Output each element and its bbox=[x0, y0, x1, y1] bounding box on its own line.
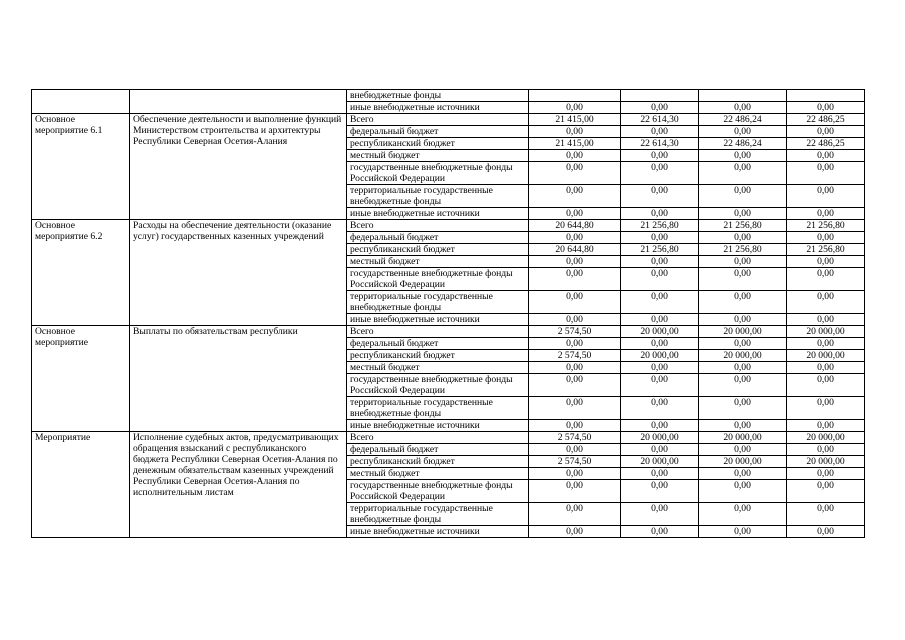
value-cell: 0,00 bbox=[699, 291, 787, 314]
value-cell: 0,00 bbox=[621, 185, 699, 208]
value-cell: 0,00 bbox=[699, 338, 787, 350]
table-row bbox=[32, 432, 865, 444]
value-cell: 0,00 bbox=[787, 126, 865, 138]
value-cell: 0,00 bbox=[699, 256, 787, 268]
value-cell: 0,00 bbox=[621, 480, 699, 503]
funding-source-label: республиканский бюджет bbox=[347, 456, 529, 468]
value-cell: 0,00 bbox=[787, 102, 865, 114]
funding-source-label: государственные внебюджетные фонды Российской Федерации bbox=[347, 480, 529, 503]
funding-source-label: Всего bbox=[347, 326, 529, 338]
value-cell: 0,00 bbox=[621, 291, 699, 314]
value-cell: 0,00 bbox=[787, 162, 865, 185]
value-cell: 0,00 bbox=[529, 468, 621, 480]
value-cell: 21 256,80 bbox=[699, 244, 787, 256]
value-cell: 0,00 bbox=[787, 420, 865, 432]
value-cell: 2 574,50 bbox=[529, 350, 621, 362]
value-cell: 0,00 bbox=[529, 102, 621, 114]
funding-source-label: внебюджетные фонды bbox=[347, 90, 529, 102]
value-cell: 0,00 bbox=[699, 268, 787, 291]
value-cell bbox=[621, 90, 699, 102]
value-cell: 0,00 bbox=[699, 150, 787, 162]
funding-source-label: государственные внебюджетные фонды Российской Федерации bbox=[347, 162, 529, 185]
value-cell: 0,00 bbox=[699, 232, 787, 244]
value-cell: 22 486,24 bbox=[699, 138, 787, 150]
value-cell: 0,00 bbox=[699, 420, 787, 432]
funding-source-label: иные внебюджетные источники bbox=[347, 208, 529, 220]
value-cell: 0,00 bbox=[621, 150, 699, 162]
value-cell: 20 000,00 bbox=[787, 326, 865, 338]
value-cell: 0,00 bbox=[529, 150, 621, 162]
funding-source-label: иные внебюджетные источники bbox=[347, 314, 529, 326]
value-cell: 0,00 bbox=[699, 444, 787, 456]
value-cell: 20 000,00 bbox=[621, 326, 699, 338]
measure-name: Обеспечение деятельности и выполнение функций Министерством строительства и архитектуры Республики Северная Осетия-Алания bbox=[130, 114, 347, 220]
value-cell: 0,00 bbox=[621, 314, 699, 326]
funding-source-label: местный бюджет bbox=[347, 150, 529, 162]
value-cell: 0,00 bbox=[621, 526, 699, 538]
value-cell: 20 000,00 bbox=[787, 456, 865, 468]
value-cell: 0,00 bbox=[621, 256, 699, 268]
value-cell bbox=[699, 90, 787, 102]
measure-code: Мероприятие bbox=[32, 432, 130, 538]
funding-source-label: государственные внебюджетные фонды Российской Федерации bbox=[347, 374, 529, 397]
table-row bbox=[32, 326, 865, 338]
funding-source-label: республиканский бюджет bbox=[347, 138, 529, 150]
value-cell: 0,00 bbox=[529, 232, 621, 244]
value-cell: 2 574,50 bbox=[529, 432, 621, 444]
value-cell: 0,00 bbox=[699, 126, 787, 138]
value-cell: 2 574,50 bbox=[529, 456, 621, 468]
value-cell: 0,00 bbox=[529, 268, 621, 291]
value-cell bbox=[529, 90, 621, 102]
value-cell: 0,00 bbox=[787, 374, 865, 397]
value-cell: 0,00 bbox=[787, 526, 865, 538]
value-cell: 0,00 bbox=[787, 232, 865, 244]
funding-source-label: федеральный бюджет bbox=[347, 126, 529, 138]
value-cell: 20 000,00 bbox=[787, 350, 865, 362]
value-cell: 0,00 bbox=[529, 362, 621, 374]
value-cell: 21 415,00 bbox=[529, 114, 621, 126]
table-row bbox=[32, 114, 865, 126]
value-cell: 0,00 bbox=[699, 102, 787, 114]
value-cell: 0,00 bbox=[621, 268, 699, 291]
value-cell: 0,00 bbox=[529, 126, 621, 138]
value-cell: 20 644,80 bbox=[529, 244, 621, 256]
measure-name: Выплаты по обязательствам республики bbox=[130, 326, 347, 432]
value-cell: 20 000,00 bbox=[621, 350, 699, 362]
value-cell: 20 644,80 bbox=[529, 220, 621, 232]
value-cell: 0,00 bbox=[529, 338, 621, 350]
value-cell: 0,00 bbox=[699, 185, 787, 208]
measure-code: Основное мероприятие 6.2 bbox=[32, 220, 130, 326]
value-cell: 0,00 bbox=[529, 526, 621, 538]
value-cell: 0,00 bbox=[529, 256, 621, 268]
value-cell: 21 415,00 bbox=[529, 138, 621, 150]
measure-code: Основное мероприятие bbox=[32, 326, 130, 432]
value-cell: 0,00 bbox=[787, 444, 865, 456]
value-cell: 0,00 bbox=[621, 162, 699, 185]
value-cell: 21 256,80 bbox=[621, 220, 699, 232]
value-cell: 0,00 bbox=[621, 208, 699, 220]
value-cell: 0,00 bbox=[787, 208, 865, 220]
value-cell: 0,00 bbox=[621, 420, 699, 432]
value-cell: 0,00 bbox=[529, 208, 621, 220]
value-cell: 0,00 bbox=[699, 162, 787, 185]
value-cell: 0,00 bbox=[621, 503, 699, 526]
value-cell: 0,00 bbox=[529, 420, 621, 432]
value-cell: 22 486,25 bbox=[787, 114, 865, 126]
table-row bbox=[32, 90, 865, 102]
value-cell: 20 000,00 bbox=[621, 456, 699, 468]
value-cell: 20 000,00 bbox=[699, 456, 787, 468]
value-cell: 22 486,25 bbox=[787, 138, 865, 150]
value-cell: 22 614,30 bbox=[621, 138, 699, 150]
funding-source-label: местный бюджет bbox=[347, 362, 529, 374]
value-cell: 0,00 bbox=[621, 468, 699, 480]
value-cell: 0,00 bbox=[699, 397, 787, 420]
value-cell: 20 000,00 bbox=[699, 326, 787, 338]
funding-source-label: федеральный бюджет bbox=[347, 338, 529, 350]
funding-table bbox=[31, 89, 865, 538]
funding-source-label: Всего bbox=[347, 432, 529, 444]
funding-source-label: иные внебюджетные источники bbox=[347, 420, 529, 432]
funding-source-label: территориальные государственные внебюджетные фонды bbox=[347, 397, 529, 420]
funding-source-label: территориальные государственные внебюджетные фонды bbox=[347, 185, 529, 208]
value-cell: 0,00 bbox=[787, 256, 865, 268]
value-cell: 21 256,80 bbox=[699, 220, 787, 232]
value-cell bbox=[787, 90, 865, 102]
value-cell: 0,00 bbox=[787, 468, 865, 480]
funding-source-label: Всего bbox=[347, 220, 529, 232]
funding-source-label: иные внебюджетные источники bbox=[347, 102, 529, 114]
measure-name: Расходы на обеспечение деятельности (оказание услуг) государственных казенных учреждений bbox=[130, 220, 347, 326]
funding-source-label: федеральный бюджет bbox=[347, 444, 529, 456]
value-cell: 0,00 bbox=[621, 362, 699, 374]
empty-cell bbox=[32, 90, 130, 114]
value-cell: 0,00 bbox=[621, 126, 699, 138]
value-cell: 20 000,00 bbox=[699, 432, 787, 444]
value-cell: 21 256,80 bbox=[787, 244, 865, 256]
value-cell: 0,00 bbox=[529, 480, 621, 503]
value-cell: 0,00 bbox=[699, 208, 787, 220]
empty-cell bbox=[130, 90, 347, 114]
value-cell: 0,00 bbox=[699, 480, 787, 503]
value-cell: 0,00 bbox=[787, 314, 865, 326]
value-cell: 0,00 bbox=[529, 314, 621, 326]
funding-source-label: федеральный бюджет bbox=[347, 232, 529, 244]
value-cell: 0,00 bbox=[699, 503, 787, 526]
value-cell: 0,00 bbox=[787, 268, 865, 291]
value-cell: 0,00 bbox=[787, 480, 865, 503]
value-cell: 0,00 bbox=[699, 526, 787, 538]
value-cell: 0,00 bbox=[529, 503, 621, 526]
table-row bbox=[32, 220, 865, 232]
funding-source-label: иные внебюджетные источники bbox=[347, 526, 529, 538]
value-cell: 22 486,24 bbox=[699, 114, 787, 126]
value-cell: 0,00 bbox=[529, 291, 621, 314]
value-cell: 0,00 bbox=[699, 468, 787, 480]
value-cell: 0,00 bbox=[699, 374, 787, 397]
funding-source-label: территориальные государственные внебюджетные фонды bbox=[347, 291, 529, 314]
value-cell: 0,00 bbox=[621, 444, 699, 456]
value-cell: 0,00 bbox=[529, 397, 621, 420]
value-cell: 20 000,00 bbox=[699, 350, 787, 362]
value-cell: 0,00 bbox=[699, 362, 787, 374]
funding-source-label: Всего bbox=[347, 114, 529, 126]
value-cell: 0,00 bbox=[529, 444, 621, 456]
funding-source-label: республиканский бюджет bbox=[347, 244, 529, 256]
value-cell: 20 000,00 bbox=[621, 432, 699, 444]
value-cell: 22 614,30 bbox=[621, 114, 699, 126]
value-cell: 21 256,80 bbox=[787, 220, 865, 232]
value-cell: 21 256,80 bbox=[621, 244, 699, 256]
measure-name: Исполнение судебных актов, предусматривающих обращения взысканий с республиканского бюджета Республики Северная Осетия-Алания по денежным обязательствам казенных учреждений Республики Северная Осетия-Алания по исполнительным листам bbox=[130, 432, 347, 538]
value-cell: 0,00 bbox=[621, 397, 699, 420]
funding-source-label: территориальные государственные внебюджетные фонды bbox=[347, 503, 529, 526]
funding-source-label: государственные внебюджетные фонды Российской Федерации bbox=[347, 268, 529, 291]
value-cell: 0,00 bbox=[699, 314, 787, 326]
value-cell: 0,00 bbox=[621, 102, 699, 114]
value-cell: 0,00 bbox=[529, 162, 621, 185]
value-cell: 0,00 bbox=[787, 503, 865, 526]
value-cell: 0,00 bbox=[787, 185, 865, 208]
funding-source-label: местный бюджет bbox=[347, 468, 529, 480]
value-cell: 2 574,50 bbox=[529, 326, 621, 338]
value-cell: 0,00 bbox=[529, 185, 621, 208]
value-cell: 0,00 bbox=[621, 232, 699, 244]
funding-source-label: местный бюджет bbox=[347, 256, 529, 268]
measure-code: Основное мероприятие 6.1 bbox=[32, 114, 130, 220]
value-cell: 20 000,00 bbox=[787, 432, 865, 444]
value-cell: 0,00 bbox=[621, 374, 699, 397]
funding-table-body bbox=[32, 90, 865, 538]
funding-source-label: республиканский бюджет bbox=[347, 350, 529, 362]
value-cell: 0,00 bbox=[787, 338, 865, 350]
value-cell: 0,00 bbox=[787, 362, 865, 374]
value-cell: 0,00 bbox=[621, 338, 699, 350]
value-cell: 0,00 bbox=[787, 397, 865, 420]
value-cell: 0,00 bbox=[787, 291, 865, 314]
value-cell: 0,00 bbox=[787, 150, 865, 162]
value-cell: 0,00 bbox=[529, 374, 621, 397]
